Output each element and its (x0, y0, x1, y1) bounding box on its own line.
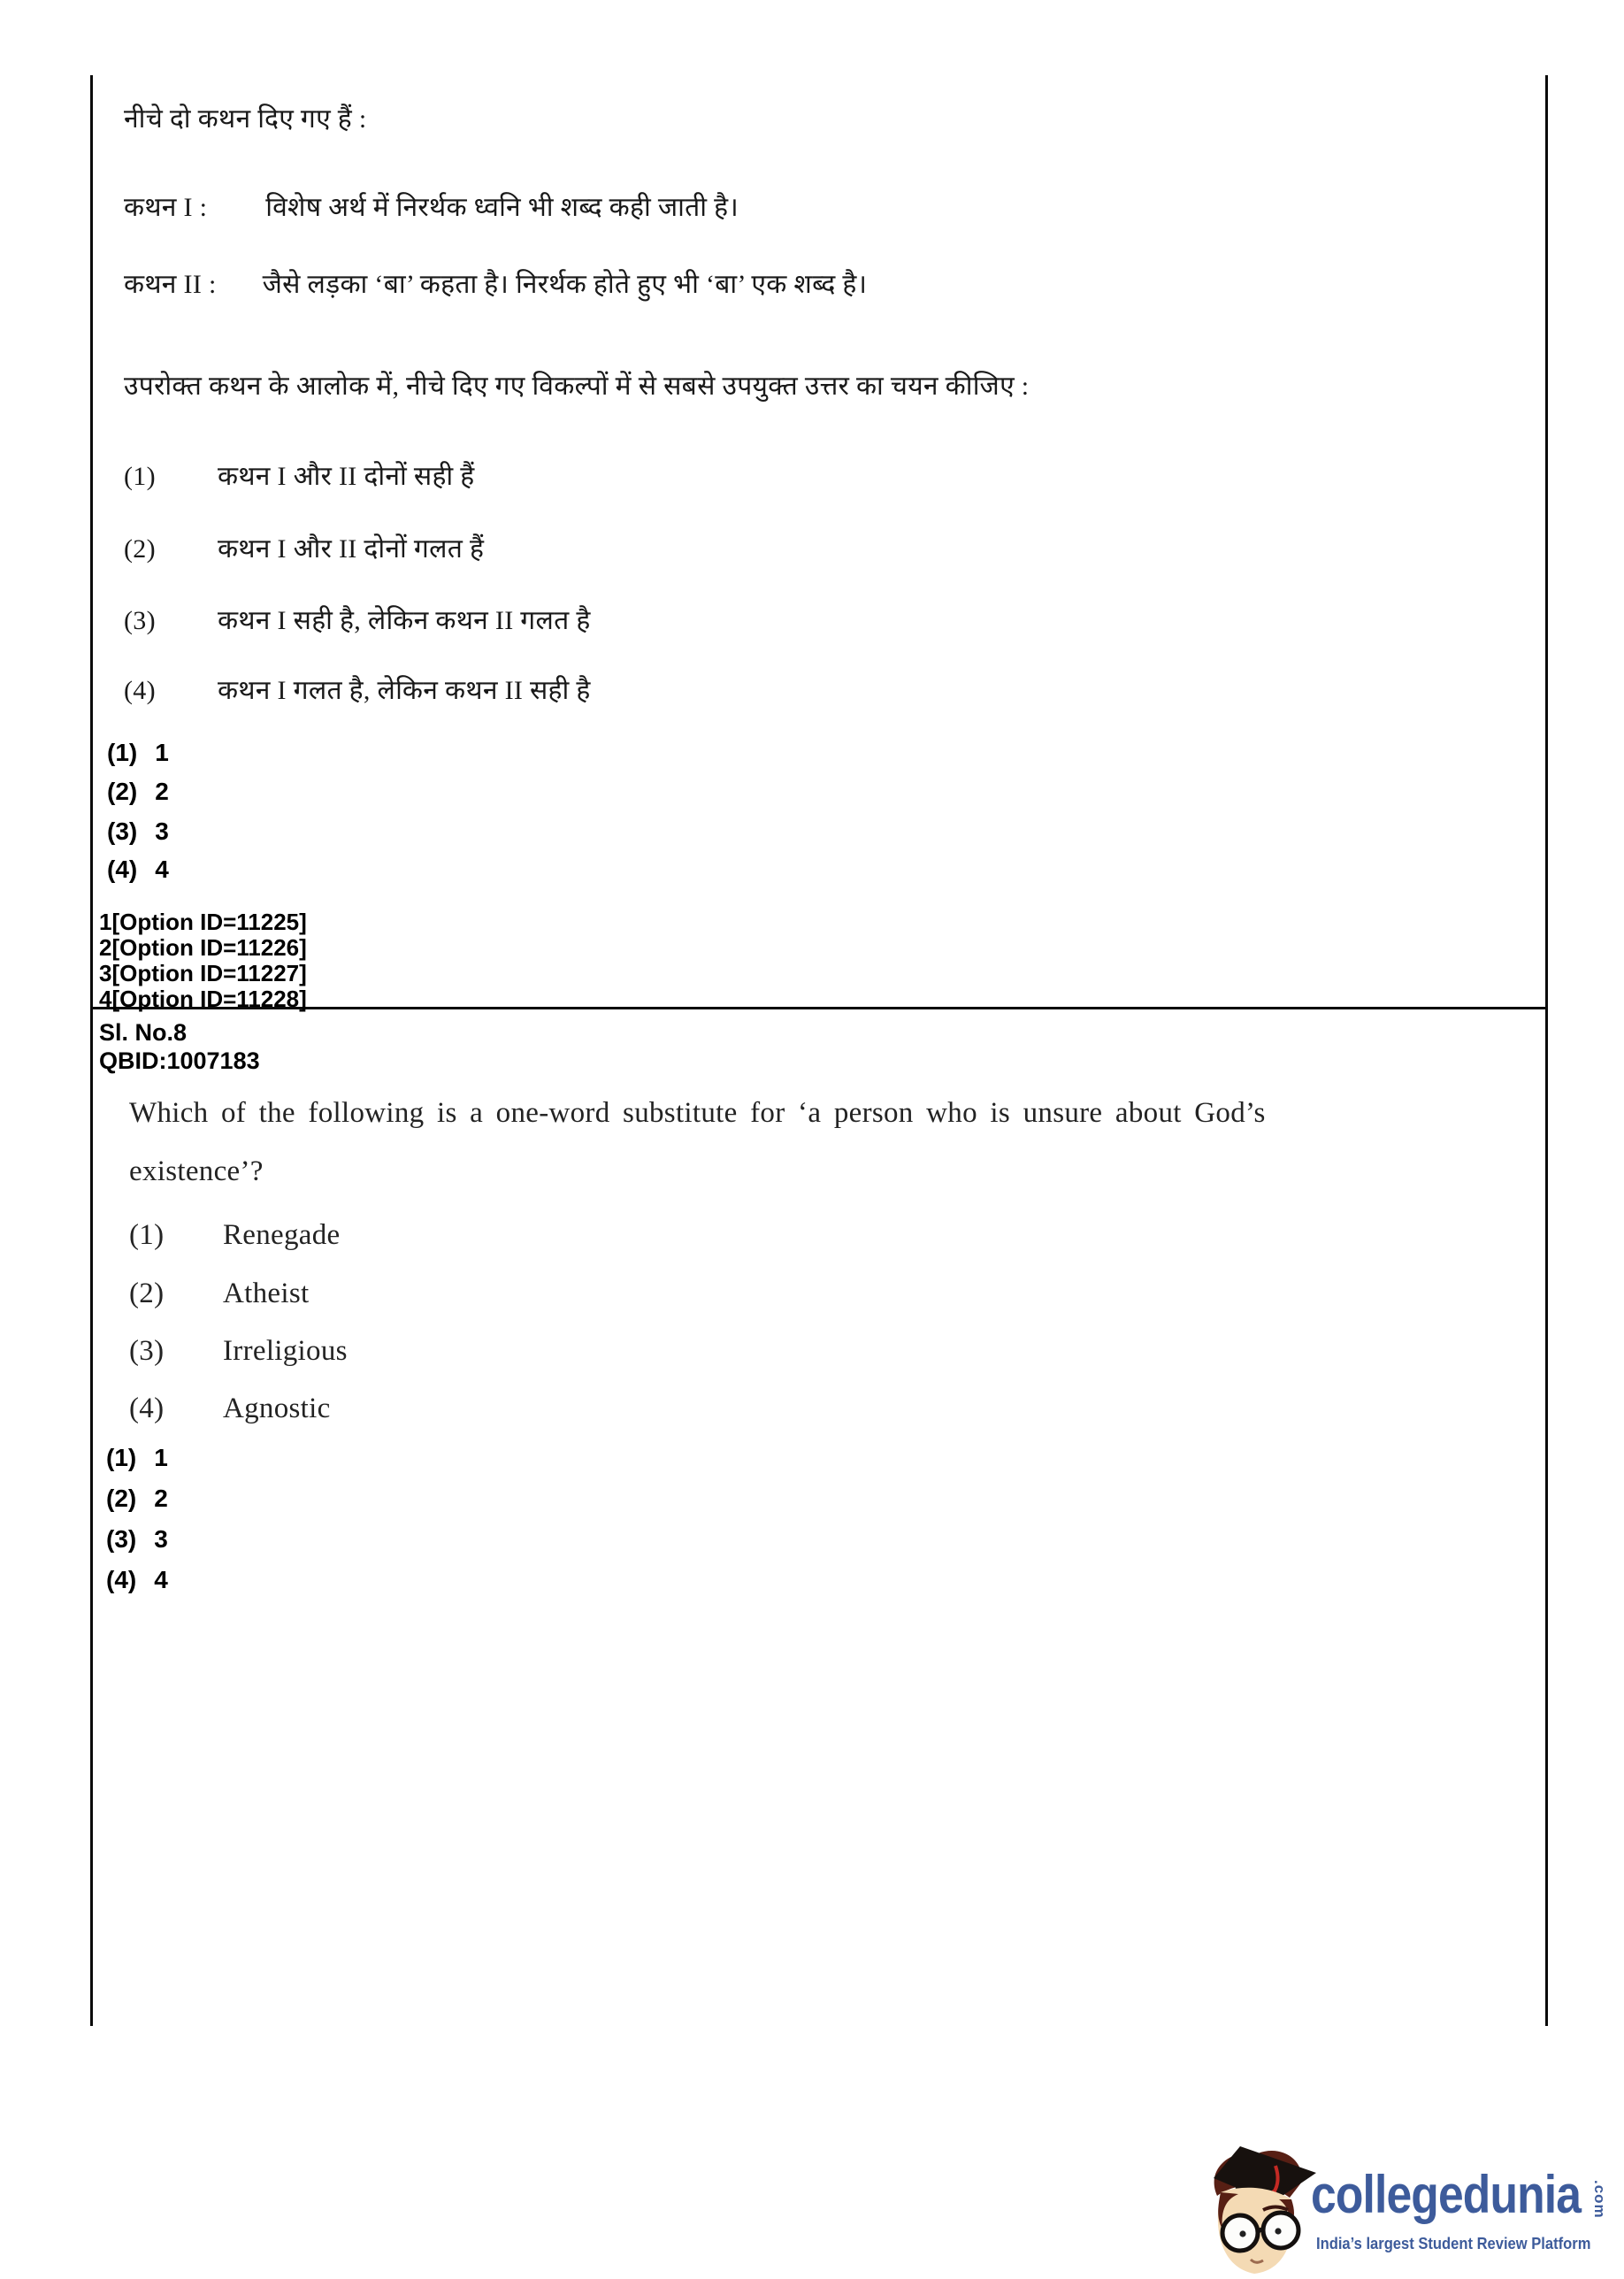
brand-tagline: India’s largest Student Review Platform (1316, 2235, 1591, 2252)
answer-key-number: (4) (106, 1566, 137, 1593)
option-number: (2) (129, 1278, 165, 1309)
option-row (129, 1219, 341, 1252)
statement-row-2 (124, 265, 867, 301)
option-number: (1) (129, 1219, 165, 1251)
option-label: कथन I और II दोनों गलत हैं (218, 534, 485, 564)
statement-row-1 (124, 188, 739, 224)
collegedunia-mascot-icon (1199, 2145, 1320, 2279)
answer-key-number: (2) (107, 778, 138, 805)
answer-key-row (106, 1566, 168, 1594)
option-number: (4) (124, 676, 156, 705)
option-row (129, 1335, 348, 1368)
answer-key-value: 2 (155, 778, 169, 805)
answer-key-number: (1) (106, 1444, 137, 1471)
answer-key-value: 4 (155, 856, 169, 883)
option-id-line: 3[Option ID=11227] (99, 960, 307, 986)
statement-2-label: कथन II : (124, 270, 217, 299)
option-label: Atheist (223, 1278, 310, 1309)
option-label: कथन I सही है, लेकिन कथन II गलत है (218, 606, 591, 635)
statement-2-text: जैसे लड़का ‘बा’ कहता है। निरर्थक होते हुए भी ‘बा’ एक शब्द है। (262, 270, 868, 299)
option-number: (3) (129, 1335, 165, 1367)
option-row (129, 1393, 331, 1425)
option-label: Renegade (223, 1219, 341, 1251)
statement-1-label: कथन I : (124, 193, 208, 222)
answer-key-value: 2 (154, 1485, 168, 1512)
answer-key-value: 1 (155, 739, 169, 766)
question-intro-hindi: नीचे दो कथन दिए गए हैं : (124, 104, 367, 134)
option-id-line: 2[Option ID=11226] (99, 934, 307, 961)
option-row (124, 671, 591, 707)
question-text-line2: existence’? (129, 1155, 264, 1187)
answer-key-row (107, 856, 169, 884)
answer-key-number: (3) (107, 817, 138, 845)
brand-name: collegedunia (1311, 2165, 1582, 2224)
brand-logo (1199, 2145, 1606, 2277)
answer-key-number: (4) (107, 856, 138, 883)
option-label: कथन I गलत है, लेकिन कथन II सही है (218, 676, 591, 705)
answer-key-row (106, 1485, 168, 1513)
qbid: QBID:1007183 (99, 1047, 260, 1074)
answer-key-row (106, 1525, 168, 1554)
answer-key-row (107, 778, 169, 806)
question-text-line1: Which of the following is a one-word substitute for ‘a person who is unsure about God’s (129, 1097, 1266, 1129)
answer-key-value: 4 (154, 1566, 168, 1593)
answer-key-row (106, 1444, 168, 1472)
option-number: (1) (124, 462, 156, 491)
option-number: (2) (124, 534, 156, 564)
option-row (124, 601, 591, 637)
answer-key-number: (3) (106, 1525, 137, 1553)
option-label: Irreligious (223, 1335, 348, 1367)
option-row (124, 529, 484, 565)
option-label: कथन I और II दोनों सही हैं (218, 462, 475, 491)
brand-domain-suffix: .com (1591, 2180, 1608, 2219)
question-instruction-hindi: उपरोक्त कथन के आलोक में, नीचे दिए गए विकल्पों में से सबसे उपयुक्त उत्तर का चयन कीजिए : (124, 372, 1030, 401)
answer-key-value: 3 (154, 1525, 168, 1553)
option-id-line: 1[Option ID=11225] (99, 909, 307, 935)
option-id-line: 4[Option ID=11228] (99, 986, 307, 1012)
answer-key-value: 3 (155, 817, 169, 845)
option-number: (3) (124, 606, 156, 635)
option-label: Agnostic (223, 1393, 331, 1424)
answer-key-row (107, 817, 169, 846)
option-row (129, 1278, 309, 1310)
answer-key-value: 1 (154, 1444, 168, 1471)
option-row (124, 457, 475, 493)
question-8-cell (90, 1009, 1548, 2026)
answer-key-number: (1) (107, 739, 138, 766)
answer-key-row (107, 739, 169, 767)
option-id-block (99, 909, 307, 1012)
statement-1-text: विशेष अर्थ में निरर्थक ध्वनि भी शब्द कही जाती है। (265, 193, 739, 222)
serial-number: Sl. No.8 (99, 1019, 188, 1046)
option-number: (4) (129, 1393, 165, 1424)
answer-key-number: (2) (106, 1485, 137, 1512)
